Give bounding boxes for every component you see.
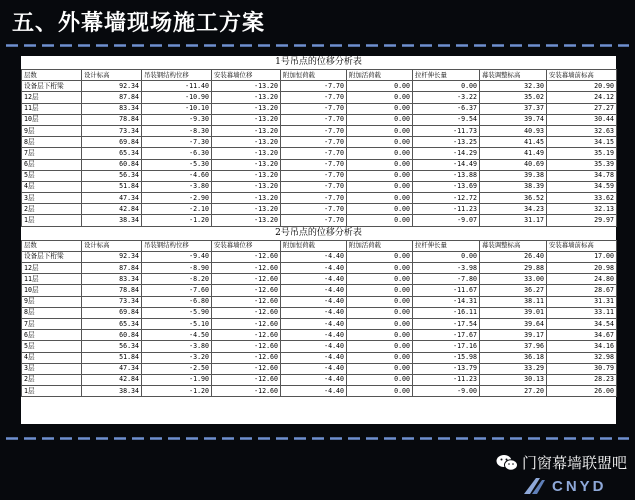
column-header: 设计标高: [82, 240, 142, 251]
displacement-table: [21, 240, 617, 398]
value-cell: -7.70: [281, 204, 347, 215]
value-cell: 0.00: [347, 374, 413, 385]
value-cell: -4.40: [281, 330, 347, 341]
value-cell: -14.29: [413, 148, 480, 159]
table-row: [22, 193, 617, 204]
value-cell: -13.20: [212, 148, 281, 159]
value-cell: -8.30: [142, 125, 212, 136]
value-cell: 0.00: [347, 103, 413, 114]
table-row: [22, 318, 617, 329]
value-cell: -13.20: [212, 137, 281, 148]
value-cell: -3.98: [413, 263, 480, 274]
value-cell: -2.50: [142, 363, 212, 374]
table-row: [22, 215, 617, 226]
value-cell: -1.90: [142, 374, 212, 385]
value-cell: 38.34: [82, 386, 142, 397]
value-cell: -13.69: [413, 181, 480, 192]
value-cell: -13.20: [212, 170, 281, 181]
value-cell: -13.20: [212, 204, 281, 215]
table-row: [22, 330, 617, 341]
value-cell: 27.27: [547, 103, 617, 114]
value-cell: 36.52: [480, 193, 547, 204]
table-row: [22, 103, 617, 114]
value-cell: -12.60: [212, 274, 281, 285]
value-cell: 34.16: [547, 341, 617, 352]
value-cell: -3.20: [142, 352, 212, 363]
value-cell: 29.97: [547, 215, 617, 226]
value-cell: 0.00: [347, 159, 413, 170]
value-cell: 36.18: [480, 352, 547, 363]
value-cell: 33.11: [547, 307, 617, 318]
value-cell: -10.90: [142, 92, 212, 103]
value-cell: 34.78: [547, 170, 617, 181]
logo-text: CNYD: [552, 478, 607, 495]
value-cell: -11.67: [413, 285, 480, 296]
value-cell: 0.00: [347, 307, 413, 318]
table-caption: 1号吊点的位移分析表: [275, 57, 362, 67]
floor-cell: 1层: [22, 215, 82, 226]
value-cell: -6.30: [142, 148, 212, 159]
value-cell: -6.80: [142, 296, 212, 307]
floor-cell: 5层: [22, 170, 82, 181]
table-row: [22, 148, 617, 159]
value-cell: 31.31: [547, 296, 617, 307]
value-cell: -4.40: [281, 386, 347, 397]
value-cell: 34.23: [480, 204, 547, 215]
brand-footer: [496, 452, 627, 473]
table-row: [22, 170, 617, 181]
value-cell: -8.20: [142, 274, 212, 285]
value-cell: 28.23: [547, 374, 617, 385]
value-cell: 56.34: [82, 170, 142, 181]
value-cell: 32.63: [547, 125, 617, 136]
floor-cell: 7层: [22, 148, 82, 159]
floor-cell: 9层: [22, 296, 82, 307]
value-cell: 30.79: [547, 363, 617, 374]
value-cell: 73.34: [82, 125, 142, 136]
value-cell: -7.70: [281, 148, 347, 159]
value-cell: -17.16: [413, 341, 480, 352]
value-cell: 33.62: [547, 193, 617, 204]
floor-cell: 1层: [22, 386, 82, 397]
column-header: 安装幕墙前标高: [547, 240, 617, 251]
value-cell: 69.84: [82, 307, 142, 318]
table-row: [22, 114, 617, 125]
value-cell: 0.00: [347, 352, 413, 363]
value-cell: 32.98: [547, 352, 617, 363]
value-cell: -9.00: [413, 386, 480, 397]
column-header: 拉杆伸长量: [413, 240, 480, 251]
value-cell: 40.93: [480, 125, 547, 136]
value-cell: -12.60: [212, 296, 281, 307]
table-header-row: [22, 70, 617, 81]
value-cell: 32.30: [480, 81, 547, 92]
value-cell: -13.20: [212, 215, 281, 226]
value-cell: 30.13: [480, 374, 547, 385]
value-cell: -2.10: [142, 204, 212, 215]
value-cell: 47.34: [82, 193, 142, 204]
value-cell: 51.84: [82, 181, 142, 192]
value-cell: 0.00: [347, 215, 413, 226]
value-cell: 39.64: [480, 318, 547, 329]
column-header: 层数: [22, 70, 82, 81]
value-cell: 36.27: [480, 285, 547, 296]
column-header: 层数: [22, 240, 82, 251]
value-cell: 37.37: [480, 103, 547, 114]
value-cell: 33.29: [480, 363, 547, 374]
floor-cell: 2层: [22, 374, 82, 385]
value-cell: 17.00: [547, 251, 617, 262]
bottom-dashed-divider: [6, 437, 629, 440]
value-cell: 35.02: [480, 92, 547, 103]
document-sheet: [21, 56, 616, 424]
floor-cell: 设备层下桁梁: [22, 81, 82, 92]
value-cell: -12.60: [212, 352, 281, 363]
value-cell: 40.69: [480, 159, 547, 170]
value-cell: 83.34: [82, 274, 142, 285]
value-cell: 33.00: [480, 274, 547, 285]
value-cell: 24.12: [547, 92, 617, 103]
value-cell: 0.00: [347, 148, 413, 159]
column-header: 幕装调整标高: [480, 70, 547, 81]
value-cell: 32.13: [547, 204, 617, 215]
value-cell: -2.90: [142, 193, 212, 204]
value-cell: 34.59: [547, 181, 617, 192]
value-cell: -7.70: [281, 103, 347, 114]
value-cell: -7.70: [281, 114, 347, 125]
value-cell: 0.00: [347, 263, 413, 274]
value-cell: 0.00: [347, 251, 413, 262]
value-cell: -5.90: [142, 307, 212, 318]
value-cell: -8.90: [142, 263, 212, 274]
value-cell: -13.20: [212, 103, 281, 114]
value-cell: 83.34: [82, 103, 142, 114]
value-cell: -4.40: [281, 341, 347, 352]
value-cell: -13.20: [212, 193, 281, 204]
value-cell: -7.70: [281, 159, 347, 170]
table-row: [22, 386, 617, 397]
page-title: 五、外幕墙现场施工方案: [12, 11, 266, 36]
value-cell: 47.34: [82, 363, 142, 374]
table-row: [22, 263, 617, 274]
value-cell: -1.20: [142, 386, 212, 397]
value-cell: -13.25: [413, 137, 480, 148]
value-cell: -10.10: [142, 103, 212, 114]
floor-cell: 4层: [22, 181, 82, 192]
value-cell: -12.60: [212, 263, 281, 274]
floor-cell: 8层: [22, 137, 82, 148]
value-cell: 39.74: [480, 114, 547, 125]
value-cell: -13.79: [413, 363, 480, 374]
value-cell: -7.70: [281, 215, 347, 226]
floor-cell: 12层: [22, 263, 82, 274]
value-cell: -9.40: [142, 251, 212, 262]
cnyd-logo: [522, 474, 630, 496]
value-cell: 26.00: [547, 386, 617, 397]
value-cell: 20.98: [547, 263, 617, 274]
floor-cell: 10层: [22, 285, 82, 296]
value-cell: -9.30: [142, 114, 212, 125]
floor-cell: 9层: [22, 125, 82, 136]
value-cell: 60.84: [82, 330, 142, 341]
table-caption: 2号吊点的位移分析表: [275, 227, 362, 238]
displacement-table-block: [21, 227, 616, 398]
value-cell: -7.30: [142, 137, 212, 148]
value-cell: 69.84: [82, 137, 142, 148]
value-cell: -4.40: [281, 363, 347, 374]
value-cell: -4.40: [281, 374, 347, 385]
value-cell: 0.00: [347, 125, 413, 136]
value-cell: -1.20: [142, 215, 212, 226]
value-cell: 0.00: [347, 296, 413, 307]
value-cell: -6.37: [413, 103, 480, 114]
table-row: [22, 81, 617, 92]
value-cell: 31.17: [480, 215, 547, 226]
value-cell: 27.20: [480, 386, 547, 397]
value-cell: 51.84: [82, 352, 142, 363]
value-cell: -12.72: [413, 193, 480, 204]
floor-cell: 12层: [22, 92, 82, 103]
table-row: [22, 92, 617, 103]
value-cell: 0.00: [347, 318, 413, 329]
value-cell: 0.00: [413, 251, 480, 262]
value-cell: -14.31: [413, 296, 480, 307]
value-cell: -11.40: [142, 81, 212, 92]
value-cell: 24.80: [547, 274, 617, 285]
table-row: [22, 285, 617, 296]
wechat-icon: [496, 454, 518, 472]
value-cell: -11.73: [413, 125, 480, 136]
value-cell: 0.00: [347, 330, 413, 341]
value-cell: 73.34: [82, 296, 142, 307]
value-cell: -14.49: [413, 159, 480, 170]
column-header: 附加恒荷载: [281, 70, 347, 81]
table-row: [22, 204, 617, 215]
value-cell: -13.20: [212, 125, 281, 136]
value-cell: -12.60: [212, 330, 281, 341]
table-row: [22, 159, 617, 170]
value-cell: -4.40: [281, 296, 347, 307]
value-cell: -7.60: [142, 285, 212, 296]
table-row: [22, 137, 617, 148]
value-cell: -4.40: [281, 307, 347, 318]
value-cell: 34.15: [547, 137, 617, 148]
column-header: 附加恒荷载: [281, 240, 347, 251]
displacement-table-block: [21, 56, 616, 227]
value-cell: -3.22: [413, 92, 480, 103]
table-row: [22, 251, 617, 262]
value-cell: 39.01: [480, 307, 547, 318]
value-cell: -4.40: [281, 263, 347, 274]
floor-cell: 2层: [22, 204, 82, 215]
value-cell: 0.00: [347, 114, 413, 125]
value-cell: -4.50: [142, 330, 212, 341]
value-cell: -15.98: [413, 352, 480, 363]
value-cell: 35.19: [547, 148, 617, 159]
value-cell: 41.49: [480, 148, 547, 159]
value-cell: 0.00: [347, 285, 413, 296]
value-cell: -4.40: [281, 285, 347, 296]
table-row: [22, 181, 617, 192]
value-cell: -4.40: [281, 251, 347, 262]
floor-cell: 4层: [22, 352, 82, 363]
value-cell: -4.60: [142, 170, 212, 181]
value-cell: -11.23: [413, 374, 480, 385]
value-cell: -11.23: [413, 204, 480, 215]
value-cell: 34.54: [547, 318, 617, 329]
value-cell: 0.00: [347, 274, 413, 285]
table-row: [22, 363, 617, 374]
value-cell: -7.80: [413, 274, 480, 285]
displacement-table: [21, 69, 617, 227]
value-cell: -7.70: [281, 170, 347, 181]
value-cell: -12.60: [212, 307, 281, 318]
floor-cell: 3层: [22, 193, 82, 204]
value-cell: -12.60: [212, 318, 281, 329]
value-cell: 0.00: [347, 193, 413, 204]
value-cell: -12.60: [212, 363, 281, 374]
value-cell: -12.60: [212, 386, 281, 397]
value-cell: -13.20: [212, 81, 281, 92]
value-cell: 28.67: [547, 285, 617, 296]
value-cell: 0.00: [347, 181, 413, 192]
value-cell: 92.34: [82, 81, 142, 92]
column-header: 吊装钢结构位移: [142, 70, 212, 81]
value-cell: 39.38: [480, 170, 547, 181]
value-cell: 38.11: [480, 296, 547, 307]
floor-cell: 6层: [22, 159, 82, 170]
value-cell: 78.84: [82, 114, 142, 125]
value-cell: -13.20: [212, 159, 281, 170]
value-cell: 38.34: [82, 215, 142, 226]
value-cell: -3.80: [142, 181, 212, 192]
column-header: 吊装钢结构位移: [142, 240, 212, 251]
value-cell: 87.84: [82, 263, 142, 274]
value-cell: 78.84: [82, 285, 142, 296]
floor-cell: 3层: [22, 363, 82, 374]
column-header: 安装幕墙位移: [212, 240, 281, 251]
floor-cell: 11层: [22, 103, 82, 114]
value-cell: -12.60: [212, 285, 281, 296]
value-cell: -17.67: [413, 330, 480, 341]
table-row: [22, 352, 617, 363]
value-cell: 0.00: [347, 81, 413, 92]
value-cell: 37.96: [480, 341, 547, 352]
value-cell: -3.80: [142, 341, 212, 352]
value-cell: -9.07: [413, 215, 480, 226]
value-cell: -4.40: [281, 318, 347, 329]
value-cell: -12.60: [212, 374, 281, 385]
value-cell: -13.88: [413, 170, 480, 181]
value-cell: 65.34: [82, 318, 142, 329]
column-header: 附加活荷载: [347, 240, 413, 251]
table-row: [22, 374, 617, 385]
floor-cell: 7层: [22, 318, 82, 329]
value-cell: -13.20: [212, 92, 281, 103]
value-cell: -7.70: [281, 181, 347, 192]
value-cell: -12.60: [212, 251, 281, 262]
column-header: 附加活荷载: [347, 70, 413, 81]
value-cell: 87.84: [82, 92, 142, 103]
value-cell: 0.00: [347, 341, 413, 352]
value-cell: 29.88: [480, 263, 547, 274]
value-cell: 0.00: [347, 170, 413, 181]
value-cell: -4.40: [281, 352, 347, 363]
value-cell: -7.70: [281, 125, 347, 136]
value-cell: 34.67: [547, 330, 617, 341]
floor-cell: 5层: [22, 341, 82, 352]
floor-cell: 8层: [22, 307, 82, 318]
value-cell: 0.00: [347, 363, 413, 374]
floor-cell: 设备层下桁梁: [22, 251, 82, 262]
value-cell: -5.10: [142, 318, 212, 329]
value-cell: -7.70: [281, 92, 347, 103]
value-cell: 60.84: [82, 159, 142, 170]
value-cell: -7.70: [281, 137, 347, 148]
value-cell: -12.60: [212, 341, 281, 352]
value-cell: -16.11: [413, 307, 480, 318]
value-cell: 0.00: [347, 386, 413, 397]
value-cell: 65.34: [82, 148, 142, 159]
column-header: 设计标高: [82, 70, 142, 81]
value-cell: -13.20: [212, 114, 281, 125]
value-cell: 0.00: [347, 92, 413, 103]
value-cell: 35.39: [547, 159, 617, 170]
value-cell: 42.84: [82, 204, 142, 215]
table-header-row: [22, 240, 617, 251]
column-header: 安装幕墙前标高: [547, 70, 617, 81]
value-cell: -17.54: [413, 318, 480, 329]
top-dashed-divider: [6, 44, 629, 47]
value-cell: 92.34: [82, 251, 142, 262]
floor-cell: 6层: [22, 330, 82, 341]
value-cell: 26.40: [480, 251, 547, 262]
table-row: [22, 274, 617, 285]
value-cell: 20.90: [547, 81, 617, 92]
value-cell: -7.70: [281, 193, 347, 204]
value-cell: -4.40: [281, 274, 347, 285]
value-cell: 39.17: [480, 330, 547, 341]
table-row: [22, 341, 617, 352]
value-cell: 41.45: [480, 137, 547, 148]
column-header: 安装幕墙位移: [212, 70, 281, 81]
table-row: [22, 296, 617, 307]
floor-cell: 11层: [22, 274, 82, 285]
column-header: 幕装调整标高: [480, 240, 547, 251]
value-cell: 38.39: [480, 181, 547, 192]
floor-cell: 10层: [22, 114, 82, 125]
brand-name: 门窗幕墙联盟吧: [521, 454, 627, 472]
value-cell: 0.00: [413, 81, 480, 92]
value-cell: -7.70: [281, 81, 347, 92]
table-row: [22, 125, 617, 136]
value-cell: -9.54: [413, 114, 480, 125]
value-cell: 56.34: [82, 341, 142, 352]
table-row: [22, 307, 617, 318]
column-header: 拉杆伸长量: [413, 70, 480, 81]
value-cell: -5.30: [142, 159, 212, 170]
value-cell: 0.00: [347, 137, 413, 148]
value-cell: 30.44: [547, 114, 617, 125]
value-cell: 0.00: [347, 204, 413, 215]
value-cell: -13.20: [212, 181, 281, 192]
value-cell: 42.84: [82, 374, 142, 385]
